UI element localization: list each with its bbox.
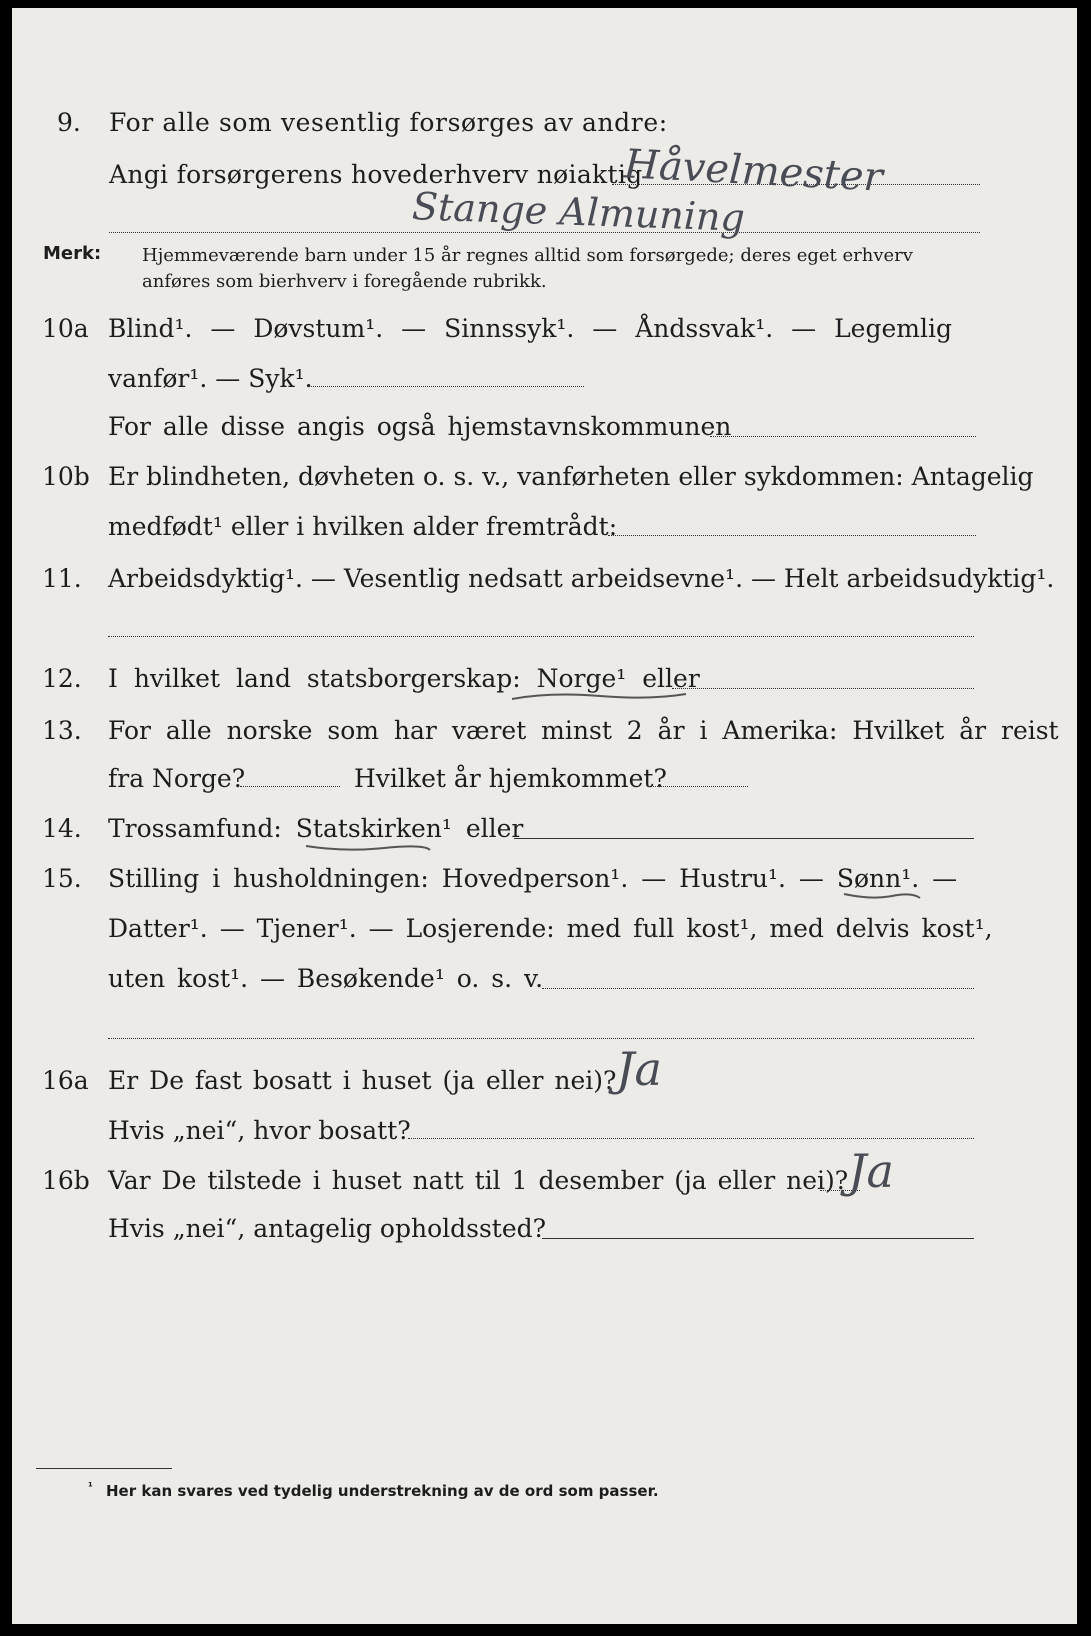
q15-line1: Stilling i husholdningen: Hovedperson¹. — Hustru¹. — Sønn¹. — — [108, 864, 958, 893]
census-form-page — [12, 8, 1077, 1624]
q10a-home-municipality-line — [710, 436, 976, 437]
q10a-line1: Blind¹. — Døvstum¹. — Sinnssyk¹. — Åndssvak¹. — Legemlig — [108, 314, 952, 343]
q16b-number: 16b — [42, 1166, 90, 1195]
q13-line2a: fra Norge? — [108, 764, 246, 793]
q14-statskirken-underline — [304, 842, 434, 854]
q11-answer-line — [108, 636, 974, 637]
q12-norge-underline — [510, 690, 690, 704]
q14-answer-line — [514, 838, 974, 839]
q16b-whereabouts-line — [542, 1238, 974, 1239]
q10a-number: 10a — [42, 314, 89, 343]
q11-number: 11. — [42, 564, 82, 593]
merk-line1: Hjemmeværende barn under 15 år regnes alltid som forsørgede; deres eget erhverv — [142, 245, 913, 266]
q16b-handwritten-answer: Ja — [848, 1144, 894, 1198]
q10a-line2: vanfør¹. — Syk¹. — [108, 364, 313, 393]
q16b-line2: Hvis „nei“, antagelig opholdssted? — [108, 1214, 547, 1243]
q15-line3: uten kost¹. — Besøkende¹ o. s. v. — [108, 964, 544, 993]
q14-line1: Trossamfund: Statskirken¹ eller — [108, 814, 524, 843]
q10b-number: 10b — [42, 462, 90, 491]
q9-handwritten-answer2: Stange Almuning — [411, 184, 746, 240]
q16b-line1: Var De tilstede i huset natt til 1 desember (ja eller nei)? — [108, 1166, 849, 1195]
q13-line1: For alle norske som har været minst 2 år i Amerika: Hvilket år reist — [108, 716, 1059, 745]
q12-number: 12. — [42, 664, 82, 693]
q9-handwritten-answer1: Håvelmester — [622, 141, 884, 201]
q15-answer-line1 — [542, 988, 974, 989]
q13-departure-year-line — [240, 786, 340, 787]
q10a-line3: For alle disse angis også hjemstavnskommunen — [108, 412, 732, 441]
footnote-rule — [36, 1468, 172, 1469]
q10b-line1: Er blindheten, døvheten o. s. v., vanførheten eller sykdommen: Antagelig — [108, 462, 1034, 491]
q16a-handwritten-answer: Ja — [616, 1042, 662, 1096]
q14-number: 14. — [42, 814, 82, 843]
q11-line1: Arbeidsdyktig¹. — Vesentlig nedsatt arbeidsevne¹. — Helt arbeidsudyktig¹. — [108, 564, 1055, 593]
footnote-text: Her kan svares ved tydelig understrekning av de ord som passer. — [106, 1482, 659, 1500]
q10b-line2: medfødt¹ eller i hvilken alder fremtrådt: — [108, 512, 618, 541]
q10b-answer-line — [608, 535, 976, 536]
q13-number: 13. — [42, 716, 82, 745]
q15-sonn-underline — [842, 890, 922, 902]
q9-number: 9. — [57, 108, 81, 137]
q16a-line2: Hvis „nei“, hvor bosatt? — [108, 1116, 411, 1145]
q13-return-year-line — [648, 786, 748, 787]
q15-line2: Datter¹. — Tjener¹. — Losjerende: med full kost¹, med delvis kost¹, — [108, 914, 993, 943]
merk-label: Merk: — [43, 243, 102, 264]
q9-line2: Angi forsørgerens hovederhverv nøiaktig — [109, 160, 643, 189]
q15-number: 15. — [42, 864, 82, 893]
q9-line1: For alle som vesentlig forsørges av andre: — [109, 108, 668, 137]
merk-line2: anføres som bierhverv i foregående rubrikk. — [142, 271, 547, 292]
q16a-residence-line — [408, 1138, 974, 1139]
q16a-number: 16a — [42, 1066, 89, 1095]
q12-line1: I hvilket land statsborgerskap: Norge¹ eller — [108, 664, 700, 693]
q13-line2b: Hvilket år hjemkommet? — [354, 764, 667, 793]
q12-answer-line — [672, 688, 974, 689]
footnote-mark: ¹ — [88, 1480, 93, 1493]
q10a-sick-answer-line — [308, 386, 584, 387]
q16a-line1: Er De fast bosatt i huset (ja eller nei)? — [108, 1066, 617, 1095]
q15-answer-line2 — [108, 1038, 974, 1039]
